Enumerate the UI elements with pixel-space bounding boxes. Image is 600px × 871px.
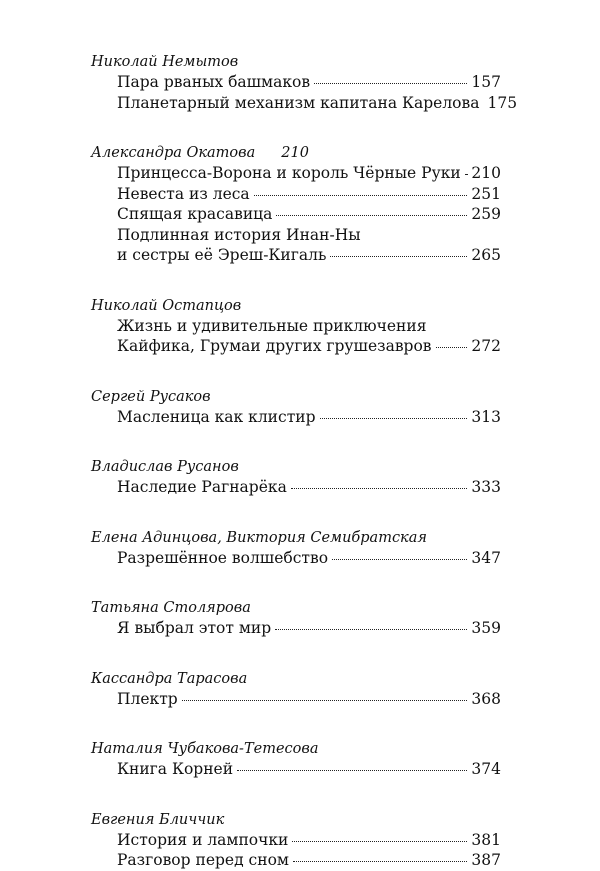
author-name: Александра Окатова (91, 145, 256, 161)
entry-title: Масленица как клистир (117, 407, 316, 426)
toc-section (91, 669, 501, 710)
toc-section (91, 143, 501, 266)
toc-section (91, 387, 501, 428)
page-number: 333 (471, 478, 501, 496)
entry-title-line1: Жизнь и удивительные приключения (117, 316, 427, 335)
page-number: 347 (471, 548, 501, 567)
page-number: 374 (471, 760, 501, 778)
entry-title: Разговор перед сном (117, 851, 289, 869)
author-name: Наталия Чубакова-Тетесова (91, 741, 319, 757)
page-number: 157 (471, 73, 501, 91)
author-name: Сергей Русаков (91, 388, 211, 405)
dot-leader (276, 214, 467, 216)
page-number: 368 (471, 689, 501, 708)
entry-title: Принцесса-Ворона и король Чёрные Руки (117, 164, 461, 182)
author-name: Евгения Бличчик (91, 811, 225, 828)
author-name: Елена Адинцова, Виктория Семибратская (91, 529, 427, 546)
entry-title: Наследие Рагнарёка (117, 478, 287, 496)
entry-title-line1: Подлинная история Инан-Ны (117, 225, 361, 244)
page-number: 381 (471, 830, 501, 849)
entry-title: История и лампочки (117, 830, 289, 849)
toc-entry (117, 477, 501, 498)
toc-entry (117, 72, 501, 93)
toc-entry (117, 850, 501, 871)
dot-leader (293, 860, 467, 862)
author-name: Николай Немытов (91, 54, 239, 70)
section-gap (91, 427, 501, 457)
author-page-note: 210 (281, 145, 309, 161)
section-gap (91, 780, 501, 810)
toc-entry (117, 245, 501, 266)
toc-section (91, 52, 518, 113)
toc-sections (91, 52, 518, 871)
toc-section (91, 296, 501, 357)
page-number: 359 (471, 619, 501, 637)
toc-section (91, 457, 501, 498)
dot-leader (292, 840, 467, 842)
dot-leader (436, 346, 468, 348)
toc-entry (117, 204, 501, 225)
dot-leader (254, 194, 468, 196)
entry-title: Я выбрал этот мир (117, 619, 272, 637)
toc-entry (117, 830, 501, 851)
author-name: Владислав Русанов (91, 459, 239, 475)
dot-leader (275, 628, 467, 630)
section-gap (91, 357, 501, 387)
author-name: Татьяна Столярова (91, 600, 251, 616)
section-gap (91, 568, 501, 598)
entry-title: Разрешённое волшебство (117, 548, 329, 567)
dot-leader (182, 699, 468, 701)
toc-entry (117, 548, 501, 569)
dot-leader (320, 417, 468, 419)
page-number: 387 (471, 851, 501, 869)
toc-section (91, 739, 501, 780)
entry-title: и сестры её Эреш-Кигаль (117, 246, 327, 264)
dot-leader (332, 558, 467, 560)
entry-title: Пара рваных башмаков (117, 73, 311, 91)
dot-leader (465, 173, 468, 175)
entry-title: Невеста из леса (117, 184, 250, 203)
author-name: Кассандра Тарасова (91, 670, 248, 687)
toc-entry (117, 407, 501, 428)
entry-title: Спящая красавица (117, 205, 273, 223)
toc-entry (117, 336, 501, 357)
entry-title: Планетарный механизм капитана Карелова (117, 93, 480, 112)
page-number: 210 (471, 164, 501, 182)
toc-entry (117, 93, 518, 114)
author-name-row (91, 143, 501, 163)
section-gap (91, 113, 501, 143)
toc-entry (117, 618, 501, 639)
section-gap (91, 709, 501, 739)
toc-section (91, 810, 501, 871)
dot-leader (237, 769, 467, 771)
page-number: 265 (471, 246, 501, 264)
page-number: 251 (471, 184, 501, 203)
entry-title: Плектр (117, 689, 178, 708)
dot-leader (314, 82, 467, 84)
entry-title: Книга Корней (117, 760, 234, 778)
section-gap (91, 266, 501, 296)
dot-leader (291, 487, 468, 489)
author-name: Николай Остапцов (91, 297, 242, 314)
toc-entry (117, 163, 501, 184)
section-gap (91, 498, 501, 528)
page-number: 272 (471, 337, 501, 355)
page-number: 259 (471, 205, 501, 223)
page-number: 175 (487, 93, 518, 112)
section-gap (91, 639, 501, 669)
entry-title: Кайфика, Грумаи других грушезавров (117, 337, 432, 355)
page-number: 313 (471, 407, 501, 426)
toc-entry (117, 184, 501, 205)
toc-entry (117, 759, 501, 780)
toc-entry (117, 689, 501, 710)
dot-leader (330, 255, 467, 257)
toc-section (91, 598, 501, 639)
toc-section (91, 528, 501, 569)
